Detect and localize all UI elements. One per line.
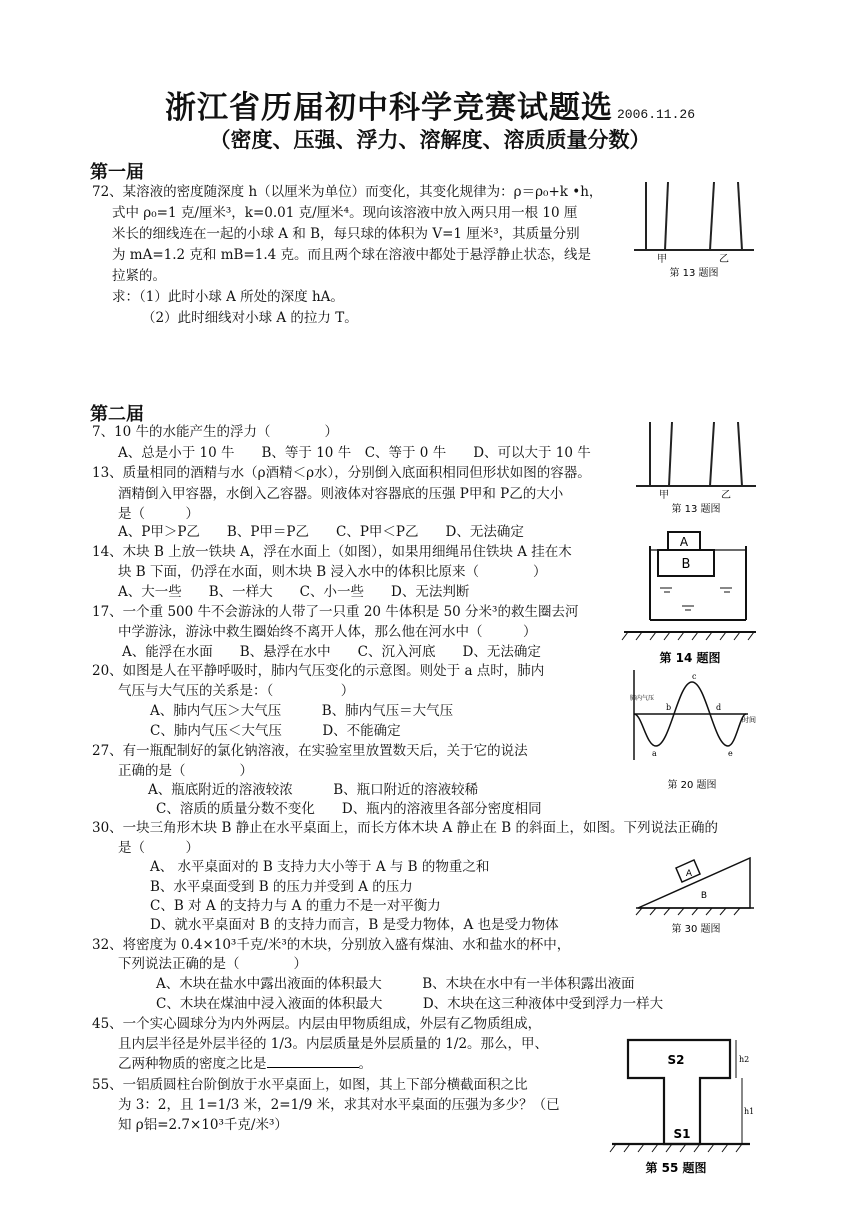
x-axis-label: 时间 (742, 716, 756, 724)
text-line: 是（ ） (118, 840, 199, 856)
label-S1: S1 (673, 1127, 691, 1141)
text-line: C、B 对 A 的支持力与 A 的重力不是一对平衡力 (150, 898, 441, 914)
section-heading-1: 第一届 (90, 162, 144, 183)
figure-caption: 第 30 题图 (671, 924, 721, 935)
text-line: 米长的细线连在一起的小球 A 和 B，每只球的体积为 V=1 厘米³，其质量分别 (112, 226, 580, 242)
text-line: 为 mA=1.2 克和 mB=1.4 克。而且两个球在溶液中都处于悬浮静止状态，线是 (112, 247, 591, 263)
label-yi: 乙 (721, 490, 731, 501)
text-line: A、肺内气压＞大气压 B、肺内气压＝大气压 (150, 703, 454, 719)
text-line: 27、有一瓶配制好的氯化钠溶液，在实验室里放置数天后，关于它的说法 (92, 743, 528, 759)
text-line: 30、一块三角形木块 B 静止在水平桌面上，而长方体木块 A 静止在 B 的斜面上，如图。下列说法正确的 (92, 820, 719, 836)
text-line: C、溶质的质量分数不变化 D、瓶内的溶液里各部分密度相同 (156, 801, 542, 817)
section-heading-2: 第二届 (90, 404, 144, 425)
text-line: 气压与大气压的关系是：（ ） (118, 683, 355, 699)
figure-caption: 第 14 题图 (659, 651, 721, 665)
text-line: B、水平桌面受到 B 的压力并受到 A 的压力 (150, 879, 413, 895)
text-segment: 。 (358, 1056, 372, 1072)
title-text: 浙江省历届初中科学竞赛试题选 (164, 90, 613, 126)
text-line: A、总是小于 10 牛 B、等于 10 牛 C、等于 0 牛 D、可以大于 10 牛 (118, 445, 591, 461)
label-yi: 乙 (719, 254, 729, 265)
label-jia: 甲 (659, 490, 669, 501)
figure-14 (620, 528, 760, 668)
label-h1: h1 (744, 1107, 754, 1116)
text-line (118, 1054, 372, 1074)
text-line: 17、一个重 500 牛不会游泳的人带了一只重 20 牛体积是 50 分米³的救生圈去河 (92, 604, 579, 620)
figure-13-top (628, 178, 760, 278)
text-line: 式中 ρ₀=1 克/厘米³，k=0.01 克/厘米⁴。现向该溶液中放入两只用一根 10 厘 (112, 205, 578, 221)
text-line: A、瓶底附近的溶液较浓 B、瓶口附近的溶液较稀 (148, 782, 479, 798)
date-text: 2006.11.26 (616, 107, 695, 122)
text-line: A、木块在盐水中露出液面的体积最大 B、木块在水中有一半体积露出液面 (156, 976, 635, 992)
figure-55 (604, 1034, 754, 1180)
label-S2: S2 (667, 1053, 685, 1067)
text-line: 中学游泳，游泳中救生圈始终不离开人体，那么他在河水中（ ） (118, 624, 537, 640)
text-line: 是（ ） (118, 506, 199, 522)
text-line: A、能浮在水面 B、悬浮在水中 C、沉入河底 D、无法确定 (122, 644, 541, 660)
text-line: 知 ρ铝=2.7×10³千克/米³） (118, 1117, 288, 1133)
figure-20 (622, 670, 762, 810)
text-line: 55、一铝质圆柱台阶倒放于水平桌面上，如图，其上下部分横截面积之比 (92, 1077, 528, 1093)
figure-caption: 第 13 题图 (669, 268, 719, 278)
label-A: A (685, 869, 693, 879)
text-line: 拉紧的。 (112, 268, 166, 284)
y-axis-label: 肺内气压 (630, 695, 655, 702)
text-line: A、 水平桌面对的 B 支持力大小等于 A 与 B 的物重之和 (150, 859, 490, 875)
point-c: c (692, 672, 697, 681)
text-line: 酒精倒入甲容器，水倒入乙容器。则液体对容器底的压强 P甲和 P乙的大小 (118, 486, 564, 502)
label-h2: h2 (739, 1055, 750, 1064)
text-line: 14、木块 B 上放一铁块 A，浮在水面上（如图），如果用细绳吊住铁块 A 挂在木 (92, 544, 572, 560)
figure-caption: 第 13 题图 (671, 504, 721, 514)
figure-13-bottom (630, 418, 762, 514)
text-line: C、肺内气压＜大气压 D、不能确定 (150, 723, 401, 739)
figure-caption: 第 55 题图 (645, 1161, 707, 1175)
answer-blank (267, 1055, 359, 1068)
text-line: C、木块在煤油中浸入液面的体积最大 D、木块在这三种液体中受到浮力一样大 (156, 996, 664, 1012)
point-a: a (652, 749, 657, 758)
text-line: 下列说法正确的是（ ） (118, 956, 307, 972)
text-line: 7、10 牛的水能产生的浮力（ ） (92, 424, 339, 440)
label-B: B (681, 557, 691, 572)
text-line: 72、某溶液的密度随深度 h（以厘米为单位）而变化，其变化规律为：ρ＝ρ₀+k •h， (92, 184, 603, 200)
text-line: 为 3：2，且 1=1/3 米，2=1/9 米，求其对水平桌面的压强为多少？（已 (118, 1097, 560, 1113)
text-line: 45、一个实心圆球分为内外两层。内层由甲物质组成，外层有乙物质组成， (92, 1016, 542, 1032)
figure-caption: 第 20 题图 (667, 780, 717, 791)
text-line: 且内层半径是外层半径的 1/3。内层质量是外层质量的 1/2。那么，甲、 (118, 1036, 549, 1052)
figure-30 (632, 848, 760, 938)
label-jia: 甲 (657, 254, 667, 265)
point-d: d (716, 703, 722, 712)
text-line: 20、如图是人在平静呼吸时，肺内气压变化的示意图。则处于 a 点时，肺内 (92, 663, 545, 679)
text-line: 块 B 下面，仍浮在水面，则木块 B 浸入水中的体积比原来（ ） (118, 564, 547, 580)
label-B: B (700, 891, 708, 901)
text-line: 13、质量相同的酒精与水（ρ酒精＜ρ水），分别倒入底面积相同但形状如图的容器。 (92, 465, 591, 481)
point-e: e (728, 749, 733, 758)
text-line: （2）此时细线对小球 A 的拉力 T。 (142, 310, 358, 326)
text-line: A、大一些 B、一样大 C、小一些 D、无法判断 (118, 584, 470, 600)
text-segment: 乙两种物质的密度之比是 (118, 1056, 267, 1072)
text-line: 求：（1）此时小球 A 所处的深度 hA。 (112, 289, 344, 305)
text-line: 32、将密度为 0.4×10³千克/米³的木块，分别放入盛有煤油、水和盐水的杯中， (92, 937, 571, 953)
point-b: b (666, 703, 672, 712)
text-line: D、就水平桌面对 B 的支持力而言，B 是受力物体，A 也是受力物体 (150, 917, 559, 933)
text-line: A、P甲＞P乙 B、P甲＝P乙 C、P甲＜P乙 D、无法确定 (118, 524, 524, 540)
page-subtitle: （密度、压强、浮力、溶解度、溶质质量分数） (209, 128, 651, 152)
page-title (0, 82, 860, 127)
text-line: 正确的是（ ） (118, 763, 253, 779)
label-A: A (679, 535, 689, 549)
